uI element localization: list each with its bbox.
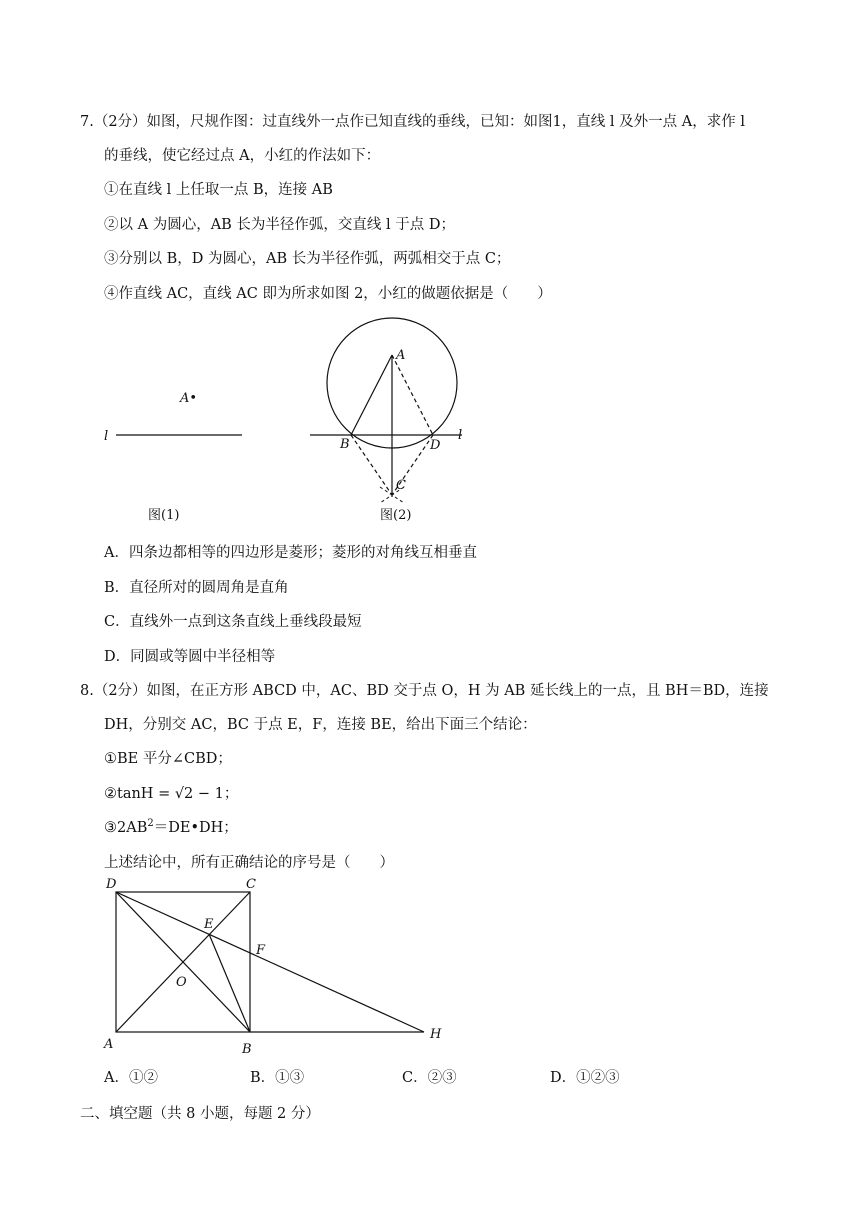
fig2-label-l: l: [458, 428, 463, 443]
fig2-label-C: C: [396, 478, 406, 493]
q8-label-A: A: [104, 1037, 114, 1052]
q7-option-d: D．同圆或等圆中半径相等: [104, 649, 276, 665]
fig1-caption: 图(1): [148, 508, 180, 523]
q8-c3-part1: ③2AB: [104, 820, 148, 836]
fig1-label-l: l: [104, 429, 109, 444]
q8-option-d: D．①②③: [550, 1070, 620, 1086]
q7-option-b: B．直径所对的圆周角是直角: [104, 580, 289, 596]
q8-label-E: E: [204, 917, 214, 932]
q7-figure2: [300, 315, 480, 530]
fig2-label-B: B: [340, 437, 350, 452]
q8-options: [104, 1066, 664, 1090]
q8-segment-DH: [116, 892, 424, 1032]
q7-step1: ①在直线 l 上任取一点 B，连接 AB: [104, 182, 333, 198]
fig2-label-A: A: [396, 348, 406, 363]
q7-figure1: [104, 320, 264, 530]
q7-line2: 的垂线，使它经过点 A，小红的作法如下：: [104, 148, 381, 164]
q8-c3-part2: ＝DE•DH；: [153, 820, 238, 836]
q8-line1: 8.（2分）如图，在正方形 ABCD 中，AC、BD 交于点 O，H 为 AB 延长线上的一点，且 BH＝BD，连接: [80, 683, 769, 699]
q8-label-B: B: [242, 1042, 252, 1057]
q8-conclusion-3: [104, 816, 238, 837]
q8-label-C: C: [246, 877, 256, 892]
q8-label-D: D: [106, 877, 117, 892]
q7-step2: ②以 A 为圆心，AB 长为半径作弧，交直线 l 于点 D；: [104, 217, 456, 233]
fig2-segment-AB: [351, 355, 392, 435]
fig2-segment-BC: [351, 435, 392, 495]
q8-option-c: C．②③: [402, 1070, 457, 1086]
q8-line2: DH，分别交 AC，BC 于点 E，F，连接 BE，给出下面三个结论：: [104, 717, 537, 733]
section-2-heading: 二、填空题（共 8 小题，每题 2 分）: [80, 1106, 320, 1122]
q7-step4: ④作直线 AC，直线 AC 即为所求如图 2，小红的做题依据是（ ）: [104, 286, 552, 302]
q8-conclusion-1: ①BE 平分∠CBD；: [104, 751, 232, 767]
q8-question: 上述结论中，所有正确结论的序号是（ ）: [104, 855, 394, 871]
q8-option-b: B．①③: [250, 1070, 305, 1086]
q8-option-a: A．①②: [104, 1070, 158, 1086]
q8-label-O: O: [176, 975, 187, 990]
fig2-segment-AD: [392, 355, 433, 435]
fig2-caption: 图(2): [380, 508, 412, 523]
q8-label-F: F: [256, 943, 266, 958]
q7-step3: ③分别以 B，D 为圆心，AB 长为半径作弧，两弧相交于点 C；: [104, 251, 511, 267]
q8-figure: [100, 876, 450, 1061]
fig2-label-D: D: [430, 438, 441, 453]
q8-segment-BE: [209, 934, 250, 1032]
q7-option-a: A．四条边都相等的四边形是菱形；菱形的对角线互相垂直: [104, 545, 477, 561]
fig1-label-A: A•: [180, 391, 198, 406]
q8-conclusion-2: ②tanH = √2 − 1；: [104, 786, 239, 802]
q8-c3-superscript: 2: [147, 818, 154, 830]
q8-label-H: H: [430, 1027, 442, 1042]
q7-line1: 7.（2分）如图，尺规作图：过直线外一点作已知直线的垂线，已知：如图1，直线 l 及外一点 A，求作 l: [80, 114, 745, 130]
q7-option-c: C．直线外一点到这条直线上垂线段最短: [104, 614, 362, 630]
